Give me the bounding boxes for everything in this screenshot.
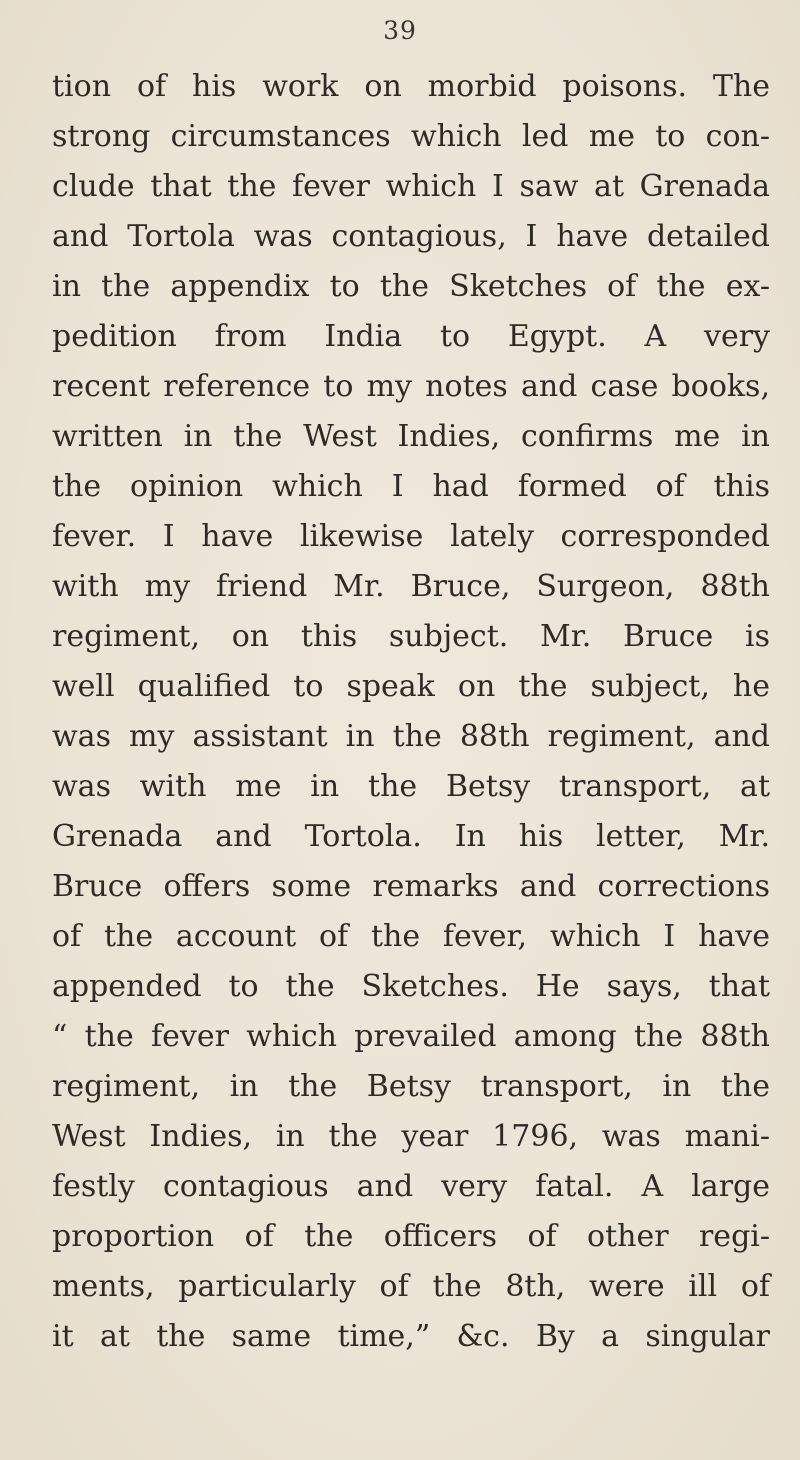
text-line: clude that the fever which I saw at Grenada [52, 169, 770, 204]
text-line: written in the West Indies, confirms me in [52, 419, 770, 454]
text-line: regiment, on this subject. Mr. Bruce is [52, 619, 770, 654]
text-line: was with me in the Betsy transport, at [52, 769, 770, 804]
text-line: West Indies, in the year 1796, was mani- [52, 1119, 770, 1154]
text-line: pedition from India to Egypt. A very [52, 319, 770, 354]
text-line: fever. I have likewise lately corresponded [52, 519, 770, 554]
text-line: well qualified to speak on the subject, he [52, 669, 770, 704]
text-line: regiment, in the Betsy transport, in the [52, 1069, 770, 1104]
text-line: of the account of the fever, which I have [52, 919, 770, 954]
text-line: appended to the Sketches. He says, that [52, 969, 770, 1004]
text-line: tion of his work on morbid poisons. The [52, 69, 770, 104]
text-line: and Tortola was contagious, I have detailed [52, 219, 770, 254]
text-line: with my friend Mr. Bruce, Surgeon, 88th [52, 569, 770, 604]
body-text [52, 62, 770, 1362]
text-line: “ the fever which prevailed among the 88th [52, 1019, 770, 1054]
page-number: 39 [383, 16, 417, 45]
text-line: Grenada and Tortola. In his letter, Mr. [52, 819, 770, 854]
text-line: festly contagious and very fatal. A large [52, 1169, 770, 1204]
text-line: Bruce offers some remarks and corrections [52, 869, 770, 904]
text-line: was my assistant in the 88th regiment, and [52, 719, 770, 754]
text-line: proportion of the officers of other regi- [52, 1219, 770, 1254]
text-line: the opinion which I had formed of this [52, 469, 770, 504]
text-line: strong circumstances which led me to con- [52, 119, 770, 154]
text-line: it at the same time,” &c. By a singular [52, 1319, 770, 1354]
text-line: recent reference to my notes and case books, [52, 369, 770, 404]
text-line: in the appendix to the Sketches of the ex- [52, 269, 770, 304]
text-line: ments, particularly of the 8th, were ill of [52, 1269, 770, 1304]
